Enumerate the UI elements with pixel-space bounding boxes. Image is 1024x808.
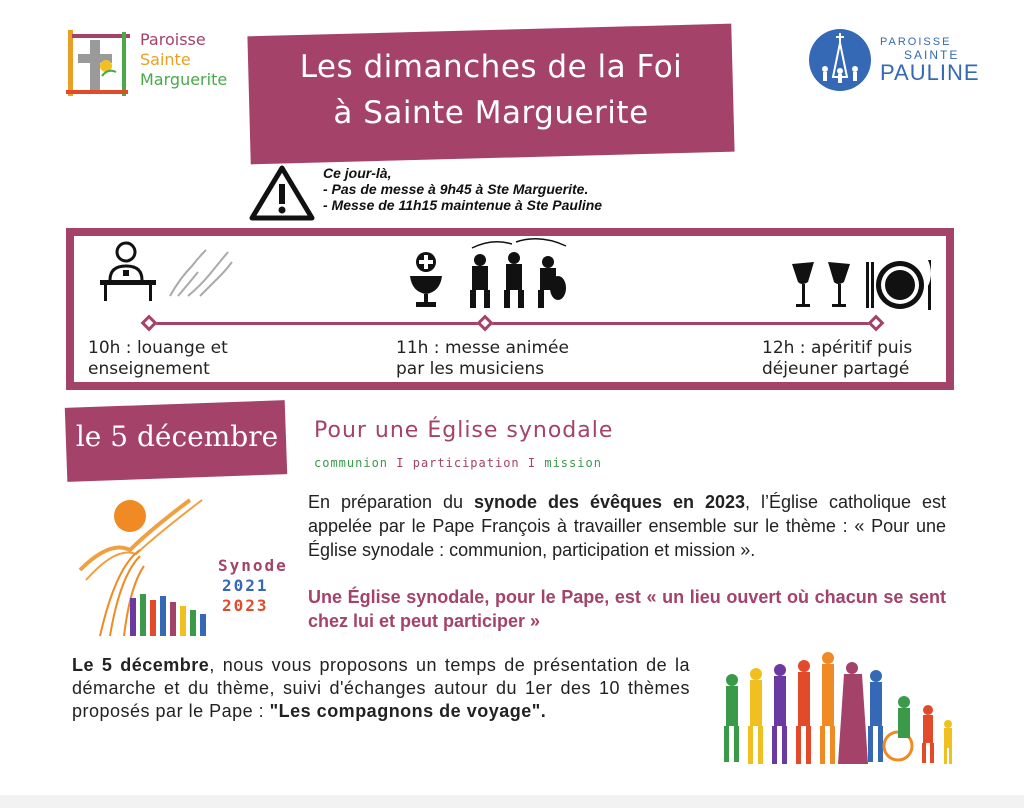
synod-sub-mission: mission — [544, 456, 602, 470]
warning-line2: - Pas de messe à 9h45 à Ste Marguerite. — [323, 181, 589, 197]
event-paragraph — [72, 654, 690, 723]
walking-people-illustration — [712, 646, 956, 770]
logo-left-line3: Marguerite — [140, 70, 228, 89]
musicians-icon — [462, 234, 572, 312]
teacher-icon — [96, 240, 160, 304]
logo-left-line1: Paroisse — [140, 30, 206, 49]
timeline-item-11h-line1: 11h : messe animée — [396, 338, 569, 358]
para2-bold-theme: "Les compagnons de voyage". — [269, 701, 547, 721]
page-title — [249, 44, 733, 136]
warning-line1: Ce jour-là, — [323, 165, 392, 181]
synod-logo-year2: 2023 — [222, 596, 269, 615]
logo-right-line1: PAROISSE — [880, 36, 952, 48]
title-line1: Les dimanches de la Foi — [299, 49, 683, 85]
synod-logo-text — [218, 556, 288, 616]
praying-hands-icon — [164, 242, 238, 300]
synod-logo — [70, 490, 220, 642]
para1-text2: , l’Église catholique est appelée par le Pape François à travailler ensemble sur le thème : « Pour une Église synodale : communion, participation et mission ». — [308, 492, 946, 560]
timeline-item-12h-line2: déjeuner partagé — [762, 359, 910, 379]
warning-line3: - Messe de 11h15 maintenue à Ste Pauline — [323, 197, 603, 213]
timeline-item-10h — [88, 338, 228, 380]
para1-text1: En préparation du — [308, 492, 474, 512]
timeline-item-11h-line2: par les musiciens — [396, 359, 545, 379]
timeline-item-11h — [396, 338, 569, 380]
para2-text: , nous vous proposons un temps de présentation de la démarche et du thème, suivi d'échanges autour du 1er des 10 thèmes proposés par le Pape : — [72, 655, 690, 721]
timeline-item-12h — [762, 338, 912, 380]
timeline-item-10h-line2: enseignement — [88, 359, 210, 379]
timeline-line — [148, 322, 878, 325]
synod-intro-paragraph — [308, 490, 946, 562]
para1-bold: synode des évêques en 2023 — [474, 492, 745, 512]
title-line2: à Sainte Marguerite — [333, 95, 649, 131]
para2-bold-date: Le 5 décembre — [72, 655, 210, 675]
bottom-strip — [0, 795, 1024, 808]
synod-sub-separator: I — [396, 456, 405, 470]
timeline-item-10h-line1: 10h : louange et — [88, 338, 228, 358]
date-label: le 5 décembre — [75, 420, 279, 453]
toast-glasses-icon — [788, 258, 854, 312]
synod-logo-word: Synode — [218, 556, 288, 575]
logo-right-text — [880, 36, 980, 84]
plate-cutlery-icon — [864, 256, 936, 314]
chalice-icon — [406, 250, 446, 310]
warning-notice — [323, 165, 602, 213]
synod-quote: Une Église synodale, pour le Pape, est « un lieu ouvert où chacun se sent chez lui et peut participer » — [308, 587, 946, 631]
synod-title: Pour une Église synodale — [314, 418, 614, 443]
synod-sub-participation: participation — [412, 456, 520, 470]
paroisse-sainte-marguerite-logo — [62, 26, 138, 102]
synod-sub-separator: I — [527, 456, 537, 470]
logo-right-line3: PAULINE — [880, 60, 980, 85]
logo-left-text — [140, 30, 227, 90]
paroisse-sainte-pauline-logo — [805, 25, 875, 95]
logo-left-line2: Sainte — [140, 50, 191, 69]
synod-sub-communion: communion — [314, 456, 389, 470]
timeline-item-12h-line1: 12h : apéritif puis — [762, 338, 913, 358]
warning-icon — [248, 164, 316, 222]
synod-logo-year1: 2021 — [222, 576, 269, 595]
logo-right-line2: SAINTE — [904, 48, 960, 62]
synod-subtitle — [314, 456, 602, 470]
